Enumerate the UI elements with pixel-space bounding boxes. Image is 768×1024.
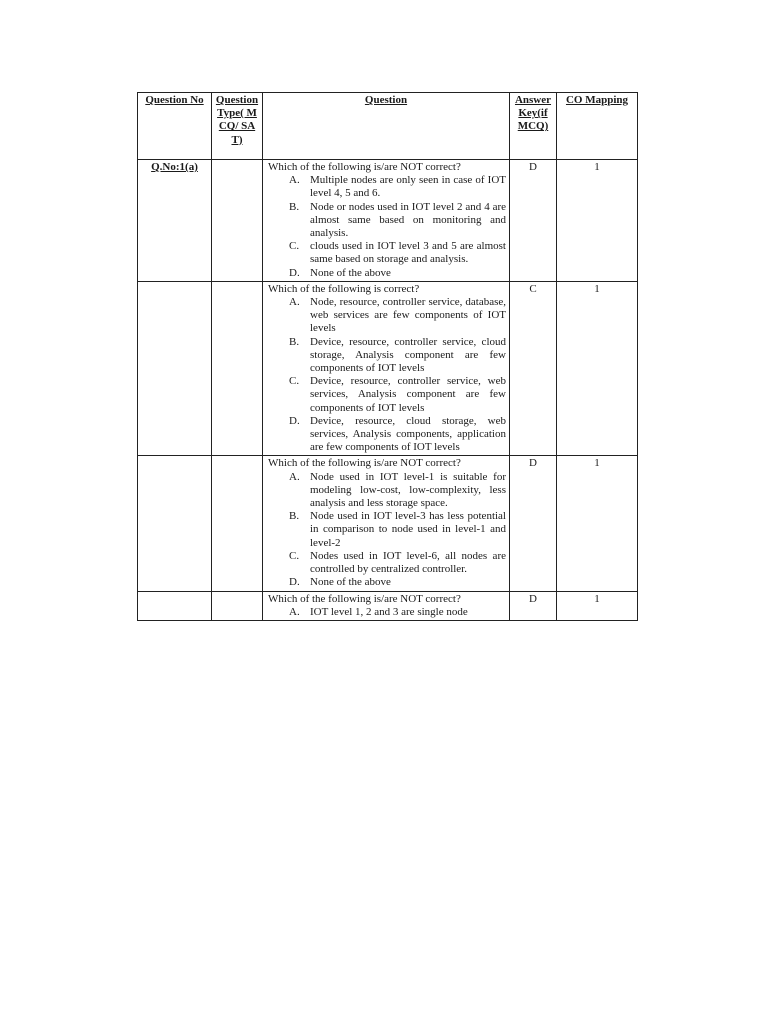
option-letter: B.	[289, 335, 300, 348]
question-stem: Which of the following is/are NOT correct?	[268, 457, 461, 470]
option-letter: C.	[289, 240, 300, 253]
question-number	[138, 456, 212, 591]
option-letter: A.	[289, 296, 300, 309]
table-row	[138, 160, 638, 282]
option-list	[266, 471, 506, 590]
option-letter: A.	[289, 605, 300, 618]
answer-key: C	[510, 281, 557, 456]
option-item	[266, 471, 506, 511]
option-letter: C.	[289, 549, 300, 562]
option-item	[266, 510, 506, 550]
option-item	[266, 606, 506, 619]
option-item	[266, 174, 506, 200]
table-row	[138, 591, 638, 620]
option-letter: D.	[289, 576, 300, 589]
option-item	[266, 415, 506, 455]
option-item	[266, 550, 506, 576]
question-type	[212, 456, 263, 591]
question-number	[138, 591, 212, 620]
option-list	[266, 174, 506, 280]
option-text: Node used in IOT level-3 has less potential in comparison to node used in level-1 and level-2	[310, 510, 506, 549]
question-type	[212, 281, 263, 456]
option-item	[266, 576, 506, 589]
option-item	[266, 267, 506, 280]
answer-key: D	[510, 160, 557, 282]
question-cell	[263, 160, 510, 282]
option-text: Multiple nodes are only seen in case of IOT level 4, 5 and 6.	[310, 174, 506, 200]
header-answer-key: Answer Key(if MCQ)	[510, 93, 557, 160]
header-co-mapping: CO Mapping	[557, 93, 638, 160]
question-cell	[263, 456, 510, 591]
option-text: None of the above	[310, 576, 391, 589]
option-text: Node used in IOT level-1 is suitable for modeling low-cost, low-complexity, less analysis and less storage space.	[310, 470, 506, 510]
question-cell-clip	[266, 593, 506, 619]
option-letter: D.	[289, 266, 300, 279]
header-row	[138, 93, 638, 160]
table-row	[138, 281, 638, 456]
question-number: Q.No:1(a)	[138, 160, 212, 282]
option-list	[266, 296, 506, 454]
answer-key: D	[510, 591, 557, 620]
header-question-no: Question No	[138, 93, 212, 160]
option-text: Device, resource, controller service, web services, Analysis component are few components of IOT levels	[310, 375, 506, 414]
question-type	[212, 160, 263, 282]
co-mapping: 1	[557, 591, 638, 620]
option-text: Node or nodes used in IOT level 2 and 4 are almost same based on monitoring and analysis.	[310, 200, 506, 240]
question-stem: Which of the following is/are NOT correct?	[268, 592, 461, 605]
question-stem: Which of the following is correct?	[268, 282, 420, 295]
question-cell	[263, 591, 510, 620]
co-mapping: 1	[557, 281, 638, 456]
header-question: Question	[263, 93, 510, 160]
question-number	[138, 281, 212, 456]
question-sheet	[137, 92, 637, 621]
option-text: None of the above	[310, 266, 391, 279]
question-type	[212, 591, 263, 620]
option-text: clouds used in IOT level 3 and 5 are almost same based on storage and analysis.	[310, 240, 506, 266]
option-letter: D.	[289, 414, 300, 427]
option-item	[266, 375, 506, 415]
option-text: Device, resource, cloud storage, web services, Analysis components, application are few components of IOT levels	[310, 414, 506, 454]
option-list	[266, 606, 506, 619]
option-text: Nodes used in IOT level-6, all nodes are controlled by centralized controller.	[310, 549, 506, 576]
question-table	[137, 92, 638, 621]
option-letter: B.	[289, 510, 300, 523]
option-item	[266, 296, 506, 336]
option-item	[266, 201, 506, 241]
table-row	[138, 456, 638, 591]
question-cell	[263, 281, 510, 456]
option-text: Device, resource, controller service, cloud storage, Analysis component are few components of IOT levels	[310, 335, 506, 375]
co-mapping: 1	[557, 160, 638, 282]
option-letter: C.	[289, 375, 300, 388]
option-letter: A.	[289, 174, 300, 187]
option-letter: A.	[289, 470, 300, 483]
option-item	[266, 336, 506, 376]
header-question-type: Question Type( MCQ/ SAT)	[212, 93, 263, 160]
answer-key: D	[510, 456, 557, 591]
co-mapping: 1	[557, 456, 638, 591]
option-item	[266, 240, 506, 266]
option-text: IOT level 1, 2 and 3 are single node	[310, 605, 468, 618]
question-stem: Which of the following is/are NOT correct?	[268, 161, 461, 173]
option-text: Node, resource, controller service, database, web services are few components of IOT levels	[310, 296, 506, 335]
option-letter: B.	[289, 200, 300, 213]
